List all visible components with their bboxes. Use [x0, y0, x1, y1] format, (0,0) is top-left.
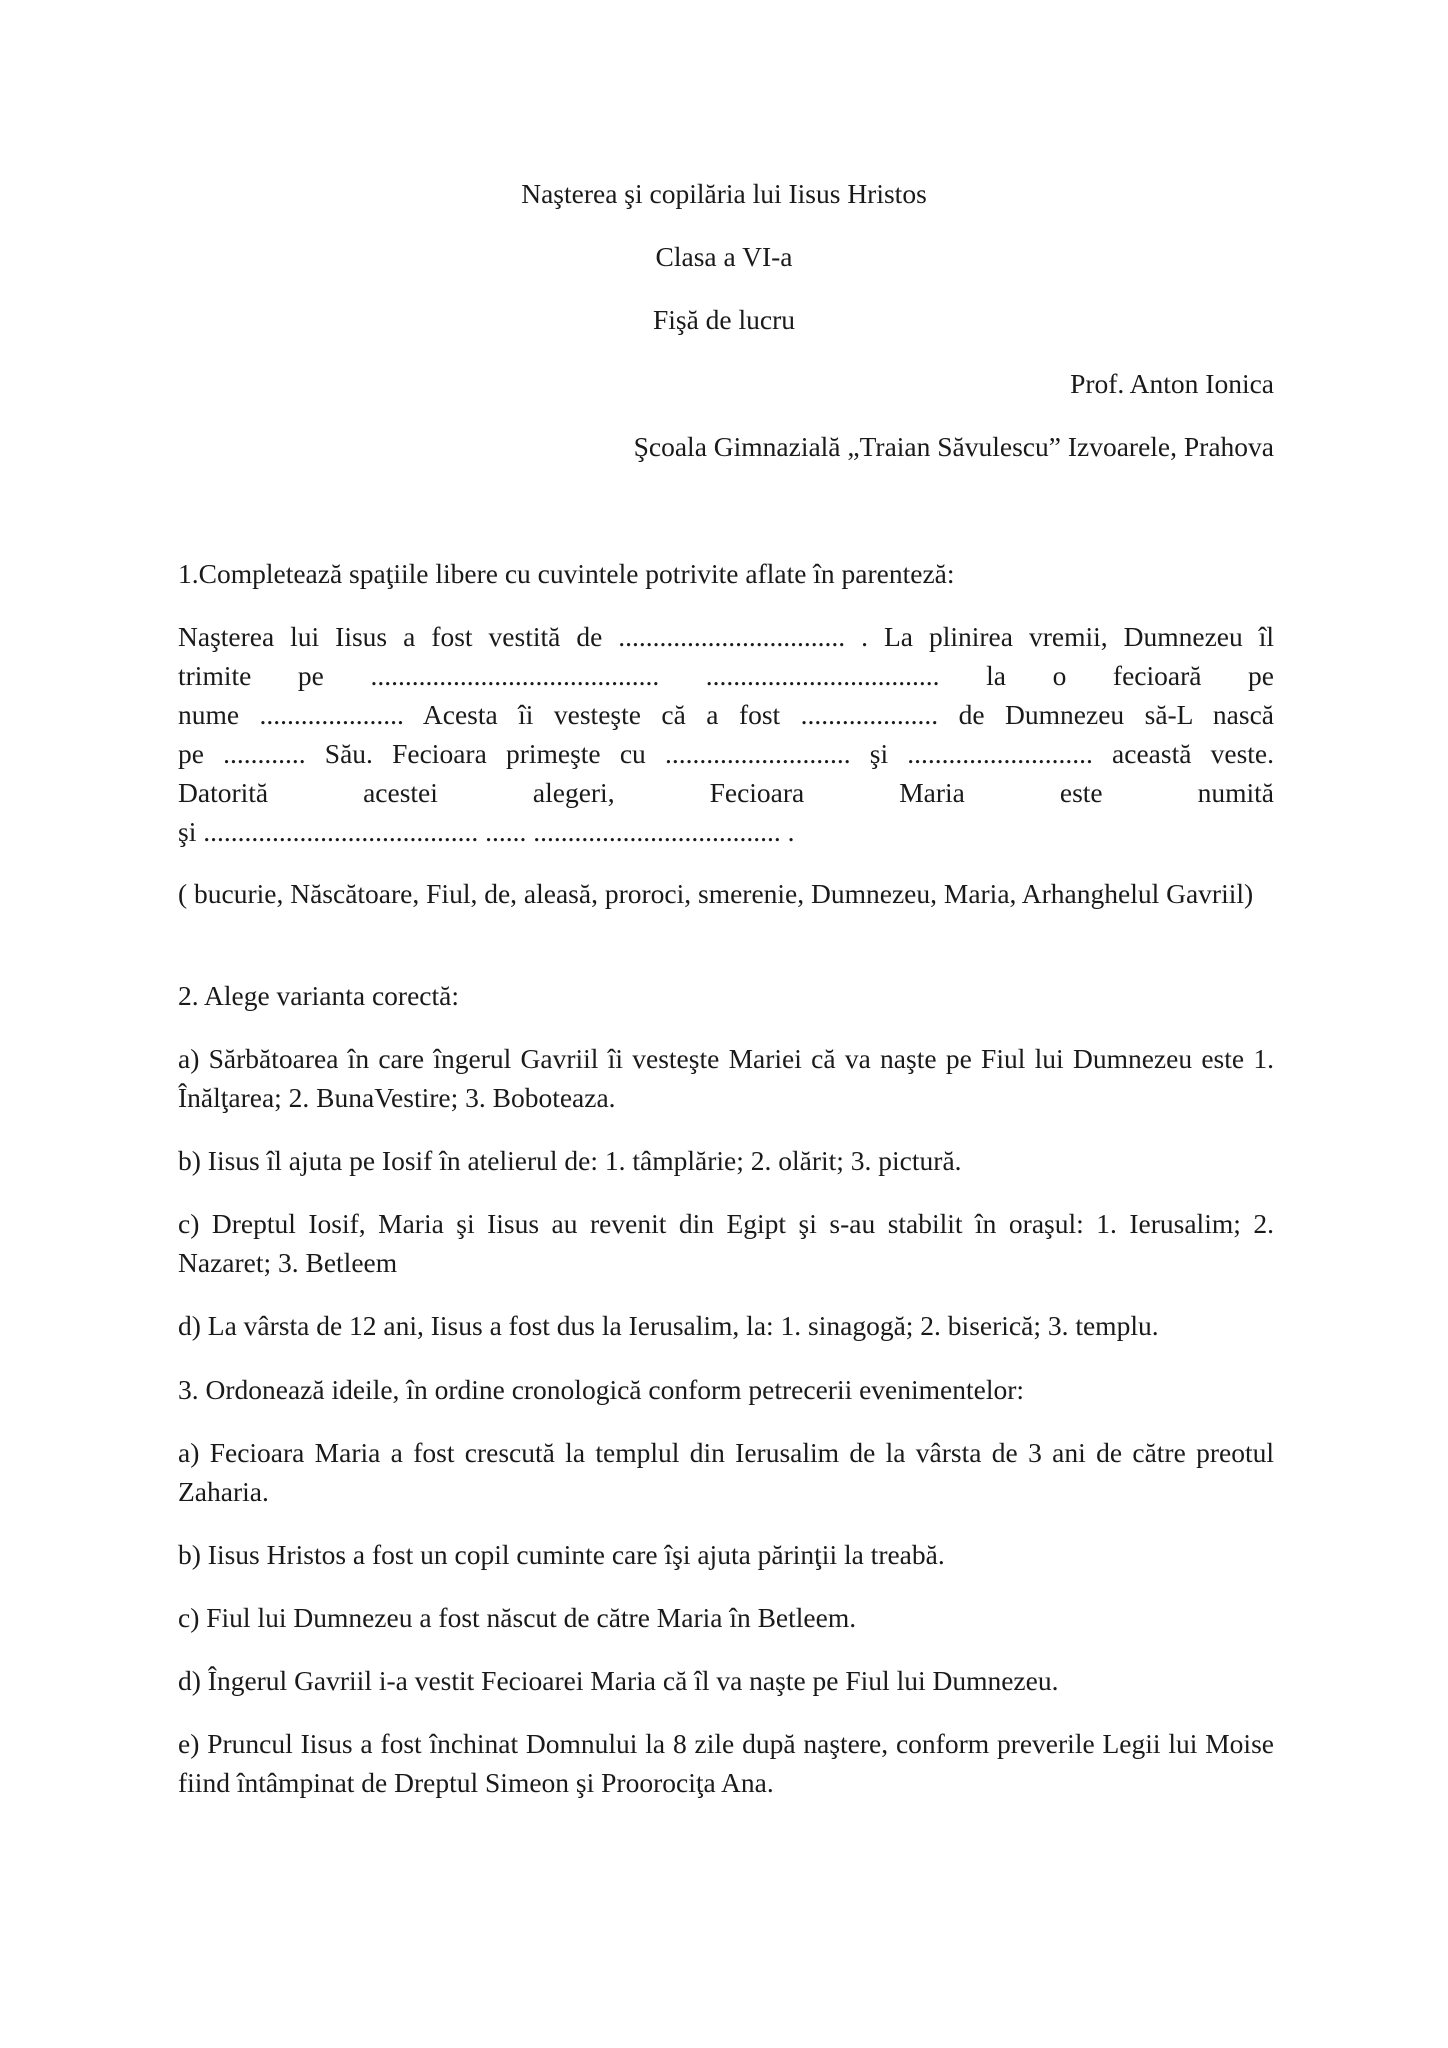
- fill-in-line-3: nume ..................... Acesta îi vesteşte că a fost .................... de Dumnezeu să-L nască: [178, 699, 1274, 730]
- exercise-1-text: [178, 617, 1274, 851]
- fill-in-line-2: trimite pe .......................................... .................................. la o fecioară pe: [178, 660, 1274, 691]
- exercise-3-item-e: e) Pruncul Iisus a fost închinat Domnului la 8 zile după naştere, conform preverile Legii lui Moise fiind întâmpinat de Dreptul Simeon şi Proorociţa Ana.: [178, 1728, 1274, 1798]
- exercise-3-item-d: d) Îngerul Gavriil i-a vestit Fecioarei Maria că îl va naşte pe Fiul lui Dumnezeu.: [178, 1665, 1059, 1696]
- exercise-1-prompt: 1.Completează spaţiile libere cu cuvintele potrivite aflate în parenteză:: [178, 558, 955, 589]
- fill-in-line-5: Datorită acestei alegeri, Fecioara Maria este numită: [178, 777, 1274, 808]
- fill-in-line-4: pe ............ Său. Fecioara primeşte cu ........................... şi ........................... această veste.: [178, 738, 1274, 769]
- exercise-3-item-c: c) Fiul lui Dumnezeu a fost născut de către Maria în Betleem.: [178, 1602, 857, 1633]
- exercise-1-word-bank: ( bucurie, Născătoare, Fiul, de, aleasă, proroci, smerenie, Dumnezeu, Maria, Arhanghelul Gavriil): [178, 878, 1254, 909]
- fill-in-line-1: Naşterea lui Iisus a fost vestită de ................................. . La plinirea vremii, Dumnezeu îl: [178, 621, 1274, 652]
- worksheet-subtitle: Fişă de lucru: [652, 304, 796, 335]
- exercise-2-item-d: d) La vârsta de 12 ani, Iisus a fost dus la Ierusalim, la: 1. sinagogă; 2. biserică; 3. templu.: [178, 1310, 1159, 1341]
- exercise-2-item-a: a) Sărbătoarea în care îngerul Gavriil îi vesteşte Mariei că va naşte pe Fiul lui Dumnezeu este 1. Înălţarea; 2. BunaVestire; 3. Boboteaza.: [178, 1043, 1274, 1113]
- exercise-3-item-b: b) Iisus Hristos a fost un copil cuminte care îşi ajuta părinţii la treabă.: [178, 1539, 945, 1570]
- exercise-2-item-b: b) Iisus îl ajuta pe Iosif în atelierul de: 1. tâmplărie; 2. olărit; 3. pictură.: [178, 1145, 962, 1176]
- school-name: Şcoala Gimnazială „Traian Săvulescu” Izvoarele, Prahova: [633, 431, 1274, 462]
- worksheet-title: Naşterea şi copilăria lui Iisus Hristos: [521, 178, 927, 209]
- exercise-2-prompt: 2. Alege varianta corectă:: [178, 980, 459, 1011]
- fill-in-line-6: şi ........................................ ...... .................................... .: [178, 816, 795, 847]
- class-label: Clasa a VI-a: [655, 241, 793, 272]
- exercise-3-prompt: 3. Ordonează ideile, în ordine cronologică conform petrecerii evenimentelor:: [178, 1374, 1025, 1405]
- author-name: Prof. Anton Ionica: [1070, 368, 1274, 399]
- exercise-3-item-a: a) Fecioara Maria a fost crescută la templul din Ierusalim de la vârsta de 3 ani de către preotul Zaharia.: [178, 1437, 1274, 1507]
- exercise-2-item-c: c) Dreptul Iosif, Maria şi Iisus au revenit din Egipt şi s-au stabilit în oraşul: 1. Ierusalim; 2. Nazaret; 3. Betleem: [178, 1208, 1274, 1278]
